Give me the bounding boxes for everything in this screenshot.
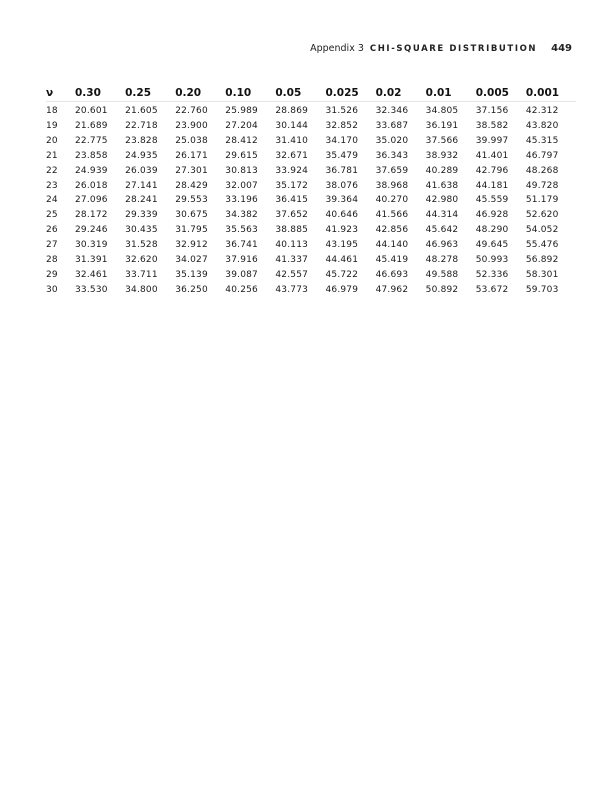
degrees-of-freedom-cell: 25 [46, 210, 58, 221]
critical-value-cell: 30.675 [175, 210, 208, 221]
critical-value-cell: 29.339 [125, 210, 158, 221]
critical-value-cell: 45.642 [425, 225, 459, 236]
critical-value-cell: 25.038 [175, 135, 208, 146]
critical-value-cell: 28.412 [225, 135, 258, 146]
degrees-of-freedom-cell: 20 [46, 135, 58, 146]
critical-value-cell: 33.687 [375, 120, 409, 131]
critical-value-cell: 24.939 [75, 165, 108, 176]
critical-value-cell: 36.250 [175, 284, 208, 295]
critical-value-cell: 27.301 [175, 165, 208, 176]
table-row [46, 179, 576, 194]
table-row [46, 164, 576, 179]
critical-value-cell: 37.916 [225, 255, 258, 266]
critical-value-cell: 54.052 [525, 225, 559, 236]
critical-value-cell: 35.139 [175, 269, 208, 280]
column-header-probability: 0.05 [275, 87, 302, 99]
table-header-row [46, 86, 576, 102]
critical-value-cell: 34.805 [425, 106, 459, 116]
critical-value-cell: 56.892 [525, 255, 559, 266]
table-row [46, 223, 576, 238]
critical-value-cell: 36.781 [325, 165, 359, 176]
table-row [46, 149, 576, 164]
critical-value-cell: 40.289 [425, 165, 459, 176]
critical-value-cell: 35.172 [275, 180, 309, 191]
critical-value-cell: 34.800 [125, 284, 158, 295]
critical-value-cell: 30.319 [75, 240, 108, 251]
critical-value-cell: 37.659 [375, 165, 409, 176]
critical-value-cell: 28.241 [125, 195, 158, 206]
critical-value-cell: 42.980 [425, 195, 459, 206]
degrees-of-freedom-cell: 23 [46, 180, 58, 191]
critical-value-cell: 46.928 [475, 210, 509, 221]
critical-value-cell: 45.419 [375, 255, 409, 266]
critical-value-cell: 22.775 [75, 135, 108, 146]
critical-value-cell: 32.852 [325, 120, 359, 131]
table-row [46, 268, 576, 283]
table-row [46, 253, 576, 268]
critical-value-cell: 32.007 [225, 180, 258, 191]
table-row [46, 208, 576, 223]
critical-value-cell: 48.290 [475, 225, 509, 236]
critical-value-cell: 29.615 [225, 150, 258, 161]
degrees-of-freedom-cell: 19 [46, 120, 58, 131]
critical-value-cell: 28.172 [75, 210, 108, 221]
critical-value-cell: 31.795 [175, 225, 208, 236]
critical-value-cell: 50.993 [475, 255, 509, 266]
critical-value-cell: 32.346 [375, 106, 409, 116]
critical-value-cell: 24.935 [125, 150, 158, 161]
critical-value-cell: 46.963 [425, 240, 459, 251]
critical-value-cell: 28.869 [275, 106, 309, 116]
critical-value-cell: 38.885 [275, 225, 309, 236]
critical-value-cell: 25.989 [225, 106, 258, 116]
critical-value-cell: 44.314 [425, 210, 459, 221]
critical-value-cell: 52.336 [475, 269, 509, 280]
critical-value-cell: 38.968 [375, 180, 409, 191]
critical-value-cell: 49.728 [525, 180, 559, 191]
critical-value-cell: 51.179 [525, 195, 559, 206]
critical-value-cell: 34.170 [325, 135, 359, 146]
critical-value-cell: 48.278 [425, 255, 459, 266]
chi-square-table-container [46, 86, 566, 298]
critical-value-cell: 34.382 [225, 210, 258, 221]
critical-value-cell: 40.646 [325, 210, 359, 221]
critical-value-cell: 39.364 [325, 195, 359, 206]
critical-value-cell: 44.140 [375, 240, 409, 251]
critical-value-cell: 40.256 [225, 284, 258, 295]
critical-value-cell: 23.828 [125, 135, 158, 146]
critical-value-cell: 35.563 [225, 225, 258, 236]
degrees-of-freedom-cell: 22 [46, 165, 58, 176]
critical-value-cell: 20.601 [75, 106, 108, 116]
critical-value-cell: 37.566 [425, 135, 459, 146]
critical-value-cell: 33.711 [125, 269, 158, 280]
critical-value-cell: 41.337 [275, 255, 309, 266]
critical-value-cell: 49.588 [425, 269, 459, 280]
critical-value-cell: 33.924 [275, 165, 309, 176]
degrees-of-freedom-cell: 27 [46, 240, 58, 251]
critical-value-cell: 23.900 [175, 120, 208, 131]
degrees-of-freedom-cell: 29 [46, 269, 58, 280]
critical-value-cell: 43.820 [525, 120, 559, 131]
critical-value-cell: 45.315 [525, 135, 559, 146]
critical-value-cell: 48.268 [525, 165, 559, 176]
critical-value-cell: 41.566 [375, 210, 409, 221]
critical-value-cell: 53.672 [475, 284, 509, 295]
running-head [310, 43, 572, 54]
chi-square-table [46, 86, 576, 298]
critical-value-cell: 49.645 [475, 240, 509, 251]
critical-value-cell: 31.528 [125, 240, 158, 251]
chapter-title: CHI-SQUARE DISTRIBUTION [369, 44, 538, 54]
critical-value-cell: 41.401 [475, 150, 509, 161]
critical-value-cell: 50.892 [425, 284, 459, 295]
column-header-probability: 0.25 [125, 87, 152, 99]
critical-value-cell: 42.856 [375, 225, 409, 236]
critical-value-cell: 35.020 [375, 135, 409, 146]
critical-value-cell: 29.553 [175, 195, 208, 206]
critical-value-cell: 42.557 [275, 269, 309, 280]
critical-value-cell: 32.620 [125, 255, 158, 266]
critical-value-cell: 43.773 [275, 284, 309, 295]
column-header-degrees-of-freedom: ν [46, 87, 54, 99]
critical-value-cell: 36.415 [275, 195, 309, 206]
critical-value-cell: 27.096 [75, 195, 108, 206]
critical-value-cell: 26.171 [175, 150, 208, 161]
critical-value-cell: 31.526 [325, 106, 359, 116]
critical-value-cell: 33.196 [225, 195, 258, 206]
critical-value-cell: 31.410 [275, 135, 309, 146]
column-header-probability: 0.025 [325, 87, 359, 99]
critical-value-cell: 59.703 [525, 284, 559, 295]
critical-value-cell: 38.932 [425, 150, 459, 161]
critical-value-cell: 41.638 [425, 180, 459, 191]
table-row [46, 102, 576, 119]
critical-value-cell: 58.301 [525, 269, 559, 280]
critical-value-cell: 44.181 [475, 180, 509, 191]
critical-value-cell: 38.076 [325, 180, 359, 191]
critical-value-cell: 22.718 [125, 120, 158, 131]
critical-value-cell: 27.204 [225, 120, 258, 131]
table-row [46, 238, 576, 253]
degrees-of-freedom-cell: 30 [46, 284, 58, 295]
critical-value-cell: 40.113 [275, 240, 309, 251]
critical-value-cell: 37.652 [275, 210, 309, 221]
column-header-probability: 0.10 [225, 87, 252, 99]
column-header-probability: 0.001 [525, 87, 560, 99]
column-header-probability: 0.005 [475, 87, 509, 99]
critical-value-cell: 46.797 [525, 150, 559, 161]
critical-value-cell: 23.858 [75, 150, 108, 161]
table-row [46, 193, 576, 208]
critical-value-cell: 42.312 [525, 106, 559, 116]
critical-value-cell: 47.962 [375, 284, 409, 295]
degrees-of-freedom-cell: 18 [46, 106, 58, 116]
critical-value-cell: 43.195 [325, 240, 359, 251]
critical-value-cell: 33.530 [75, 284, 108, 295]
critical-value-cell: 32.912 [175, 240, 208, 251]
column-header-probability: 0.30 [75, 87, 101, 99]
critical-value-cell: 36.741 [225, 240, 258, 251]
critical-value-cell: 21.605 [125, 106, 158, 116]
critical-value-cell: 41.923 [325, 225, 359, 236]
degrees-of-freedom-cell: 24 [46, 195, 58, 206]
critical-value-cell: 55.476 [525, 240, 559, 251]
critical-value-cell: 32.461 [75, 269, 108, 280]
table-body [46, 102, 576, 298]
page-number: 449 [551, 43, 572, 54]
critical-value-cell: 39.087 [225, 269, 258, 280]
critical-value-cell: 28.429 [175, 180, 208, 191]
critical-value-cell: 34.027 [175, 255, 208, 266]
degrees-of-freedom-cell: 28 [46, 255, 58, 266]
table-row [46, 119, 576, 134]
critical-value-cell: 37.156 [475, 106, 509, 116]
degrees-of-freedom-cell: 26 [46, 225, 58, 236]
critical-value-cell: 36.343 [375, 150, 409, 161]
critical-value-cell: 46.979 [325, 284, 359, 295]
degrees-of-freedom-cell: 21 [46, 150, 58, 161]
critical-value-cell: 36.191 [425, 120, 459, 131]
critical-value-cell: 27.141 [125, 180, 158, 191]
critical-value-cell: 21.689 [75, 120, 108, 131]
critical-value-cell: 45.559 [475, 195, 509, 206]
critical-value-cell: 26.018 [75, 180, 108, 191]
table-row [46, 134, 576, 149]
critical-value-cell: 45.722 [325, 269, 359, 280]
critical-value-cell: 42.796 [475, 165, 509, 176]
critical-value-cell: 29.246 [75, 225, 108, 236]
critical-value-cell: 46.693 [375, 269, 409, 280]
critical-value-cell: 30.144 [275, 120, 309, 131]
column-header-probability: 0.02 [375, 87, 402, 99]
critical-value-cell: 31.391 [75, 255, 108, 266]
critical-value-cell: 30.813 [225, 165, 258, 176]
critical-value-cell: 38.582 [475, 120, 509, 131]
critical-value-cell: 44.461 [325, 255, 359, 266]
critical-value-cell: 26.039 [125, 165, 158, 176]
critical-value-cell: 30.435 [125, 225, 158, 236]
critical-value-cell: 32.671 [275, 150, 309, 161]
critical-value-cell: 35.479 [325, 150, 359, 161]
critical-value-cell: 39.997 [475, 135, 509, 146]
critical-value-cell: 22.760 [175, 106, 208, 116]
table-row [46, 283, 576, 298]
column-header-probability: 0.01 [425, 87, 452, 99]
column-header-probability: 0.20 [175, 87, 202, 99]
critical-value-cell: 52.620 [525, 210, 559, 221]
appendix-label: Appendix 3 [310, 43, 364, 54]
critical-value-cell: 40.270 [375, 195, 409, 206]
